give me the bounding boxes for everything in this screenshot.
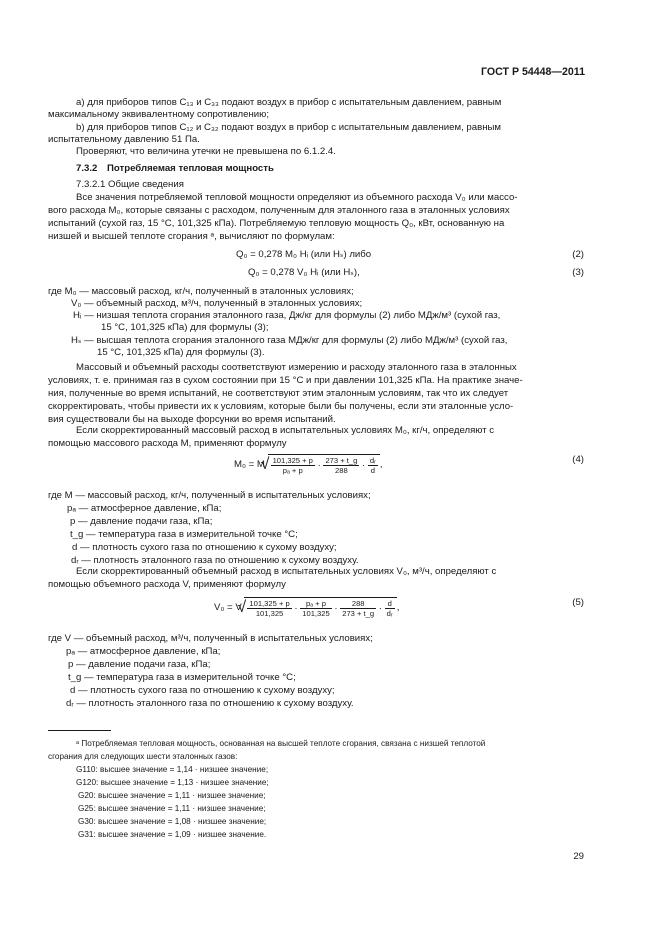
para-line: условиях, т. е. принимая газ в сухом состоянии при 15 °С и при давлении 101,325 кПа. На практике значе- [48,375,523,386]
eq4-end: , [379,459,383,471]
where-line: где M₀ — массовый расход, кг/ч, полученный в эталонных условиях; [48,286,354,297]
eq5-lhs: V₀ = V [214,602,242,614]
item-a-line1: а) для приборов типов C₁₃ и C₃₃ подают воздух в прибор с испытательным давлением, равным [76,97,502,108]
eq4-frac2-den: 288 [335,466,348,475]
where-line: V₀ — объемный расход, м³/ч, полученный в эталонных условиях; [71,298,363,309]
para-line: помощью массового расхода M, применяют формулу [48,438,287,449]
eq4-frac2-num: 273 + t_g [325,456,358,465]
footnote-gas-line: G30: высшее значение = 1,08 · низшее значение; [78,817,267,826]
where-line: dᵣ — плотность эталонного газа по отношению к сухому воздуху. [71,555,359,566]
equation-2-number: (2) [572,249,584,260]
where-line: где V — объемный расход, м³/ч, полученный в испытательных условиях; [48,633,373,644]
equation-2: Q₀ = 0,278 M₀ Hᵢ (или Hₛ) либо [236,249,372,260]
page-number: 29 [573,851,584,862]
para-line: вия существовали бы на выходе форсунки во время испытаний. [48,414,336,425]
eq5-end: , [396,602,400,614]
para-line: ния, полученные во время испытаний, не соответствуют этим эталонным условиям, так что их следует [48,388,509,399]
footnote-gas-line: G20: высшее значение = 1,11 · низшее значение; [78,791,266,800]
equation-5 [214,597,399,618]
intro-line: испытаний (сухой газ, 15 °С, 101,325 кПа). Потребляемую тепловую мощность Q₀, кВт, основанную на [48,218,505,229]
section-number: 7.3.2 [76,163,98,174]
footnote-gas-line: G120: высшее значение = 1,13 · низшее значение; [76,778,269,787]
item-b-line2: испытательному давлению 51 Па. [48,134,200,145]
eq5-root: √ $\frac{101,325 + p}{101,325}$ · $\frac{\text{pₐ + p}}{101,325}$ · $\frac{288}{273 + t\_g}$ · $\frac{d}{\text{dᵣ}}$ [244,597,396,618]
standard-header: ГОСТ Р 54448—2011 [481,66,585,78]
where-line: p — давление подачи газа, кПа; [68,659,211,670]
eq4-frac3-num: dᵣ [369,456,376,465]
where-line: t_g — температура газа в измерительной точке °С; [70,529,298,540]
para-line: Если скорректированный объемный расход в испытательных условиях V₀, м³/ч, определяют с [76,566,497,577]
eq5-frac1-den: 101,325 [255,609,284,618]
equation-5-number: (5) [572,597,584,608]
equation-4 [234,454,383,475]
footnote-gas-line: G31: высшее значение = 1,09 · низшее значение. [78,830,267,839]
item-a-line2: максимальному эквивалентному сопротивлению; [48,109,269,120]
where-line: Hᵢ — низшая теплота сгорания эталонного газа, Дж/кг для формулы (2) либо МДж/м³ (сухой газ, [73,310,501,321]
where-line: Hₛ — высшая теплота сгорания эталонного газа МДж/кг для формулы (2) либо МДж/м³ (сухой газ, [71,335,508,346]
eq5-frac3-num: 288 [340,599,376,609]
eq5-frac4-den: dᵣ [386,609,393,618]
eq5-frac4-num: d [385,599,395,609]
eq4-root: √ $\frac{101,325 + p}{\text{pₐ + p}}$ · $\frac{273 + t\_g}{288}$ · $\frac{\text{dᵣ}}{d}$ [268,454,380,475]
where-line: 15 °С, 101,325 кПа) для формулы (3); [101,322,269,333]
eq5-frac3-den: 273 + t_g [342,609,375,618]
para-line: Массовый и объемный расходы соответствуют измерению и расходу эталонного газа в эталонных [76,362,517,373]
footnote-line: ᵃ Потребляемая тепловая мощность, основанная на высшей теплоте сгорания, связана с низшей теплотой [76,739,486,748]
intro-line: вого расхода M₀, которые связаны с расходом, полученным для эталонного газа в эталонных условиях [48,205,510,216]
where-line: d — плотность сухого газа по отношению к сухому воздуху; [70,685,335,696]
where-line: dᵣ — плотность эталонного газа по отношению к сухому воздуху. [66,698,354,709]
footnote-gas-line: G110: высшее значение = 1,14 · низшее значение; [76,765,269,774]
section-title: Потребляемая тепловая мощность [107,163,274,174]
para-line: скорректировать, чтобы привести их к условиям, которые были бы получены, если эти эталонные усло- [48,401,514,412]
footnote-rule [48,730,111,731]
where-line: p — давление подачи газа, кПа; [70,516,213,527]
where-line: где M — массовый расход, кг/ч, полученный в испытательных условиях; [48,490,371,501]
check-text: Проверяют, что величина утечки не превышена по 6.1.2.4. [76,146,336,157]
where-line: 15 °С, 101,325 кПа) для формулы (3). [97,347,265,358]
eq5-frac2-num: pₐ + p [300,599,331,609]
where-line: t_g — температура газа в измерительной точке °С; [68,672,296,683]
para-line: помощью объемного расхода V, применяют формулу [48,579,286,590]
intro-line: низшей и высшей теплоте сгорания ᵃ, вычисляют по формулам: [48,231,335,242]
footnote-line: сгорания для следующих шести эталонных газов: [48,752,238,761]
intro-line: Все значения потребляемой тепловой мощности определяют из объемного расхода V₀ или массо- [76,192,518,203]
where-line: pₐ — атмосферное давление, кПа; [66,646,221,657]
eq4-frac1-den: pₐ + p [282,466,303,475]
item-b-line1: b) для приборов типов C₁₂ и C₃₂ подают воздух в прибор с испытательным давлением, равным [76,122,501,133]
eq4-frac1-num: √ 101,325 + p [272,456,313,465]
where-line: pₐ — атмосферное давление, кПа; [67,503,222,514]
equation-4-number: (4) [572,454,584,465]
where-line: d — плотность сухого газа по отношению к сухому воздуху; [72,542,337,553]
equation-3: Q₀ = 0,278 V₀ Hᵢ (или Hₛ), [248,267,360,278]
footnote-gas-line: G25: высшее значение = 1,11 · низшее значение; [78,804,266,813]
eq4-lhs: M₀ = M [234,459,265,471]
equation-3-number: (3) [572,267,584,278]
eq5-frac1-num: √ 101,325 + p [249,599,290,608]
eq5-frac2-den: 101,325 [302,609,330,618]
para-line: Если скорректированный массовый расход в испытательных условиях M₀, кг/ч, определяют с [76,425,495,436]
eq4-frac3-den: d [370,466,375,475]
subsection-title: 7.3.2.1 Общие сведения [76,179,184,190]
